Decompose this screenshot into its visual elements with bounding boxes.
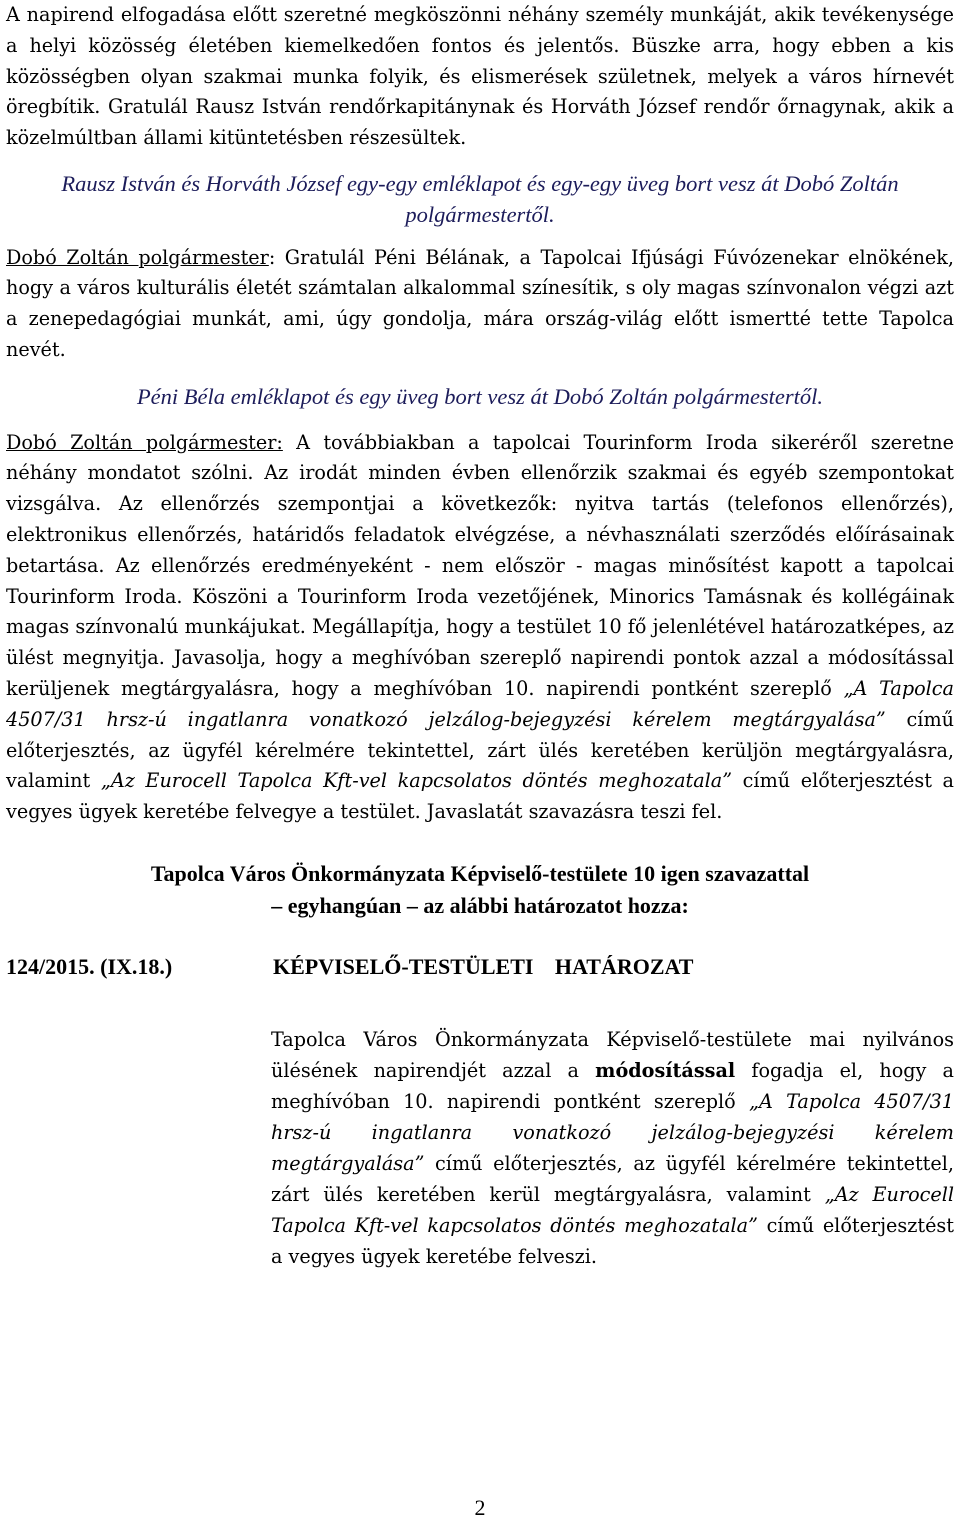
speaker-name: Dobó Zoltán polgármester	[6, 245, 269, 269]
resolution-text-part: című előterjesztés, az ügyfél kérelmére tekintettel, zárt ülés keretében kerül megtárgyalásra, valamint	[271, 1151, 954, 1206]
agenda-item-title: „Az Eurocell Tapolca Kft-vel kapcsolatos döntés meghozatala”	[100, 769, 733, 793]
resolution-header	[6, 954, 954, 980]
intro-paragraph	[6, 0, 954, 154]
mayor-paragraph-2	[6, 428, 954, 828]
resolution-emphasis: módosítással	[595, 1058, 736, 1082]
agenda-item-title: „A Tapolca 4507/31 hrsz-ú ingatlanra vonatkozó jelzálog-bejegyzési kérelem megtárgyalása”	[6, 676, 954, 731]
paragraph-text: : Gratulál Péni Bélának, a Tapolcai Ifjúsági Fúvózenekar elnökének, hogy a város kulturális életét számtalan alkalommal színesítik, s oly magas színvonalon végzi azt a zenepedagógiai munkát, ami, úgy gondolja, mára ország-világ előtt ismertté tette Tapolca nevét.	[6, 245, 955, 361]
agenda-item-title: „Az Eurocell Tapolca Kft-vel kapcsolatos döntés meghozatala”	[271, 1182, 955, 1237]
italic-note-peni: Péni Béla emléklapot és egy üveg bort vesz át Dobó Zoltán polgármestertől.	[136, 383, 824, 409]
speaker-name: Dobó Zoltán polgármester:	[6, 430, 283, 454]
intro-text: A napirend elfogadása előtt szeretné megköszönni néhány személy munkáját, akik tevékenysége a helyi közösség életében kiemelkedően fontos és jelentős. Büszke arra, hogy ebben a kis közösségben olyan szakmai munka folyik, és elismerések születnek, melyek a város hírnevét öregbítik. Gratulál Rausz István rendőrkapitánynak és Horváth József rendőr őrnagynak, akik a közelmúltban állami kitüntetésben részesültek.	[6, 3, 954, 150]
resolution-text-part: Tapolca Város Önkormányzata Képviselő-testülete mai nyilvános ülésének napirendjét azzal a	[271, 1027, 954, 1082]
resolution-text-part: című előterjesztést a vegyes ügyek keretébe felveszi.	[271, 1213, 954, 1268]
paragraph-text: című előterjesztést a vegyes ügyek keretébe felvegye a testület. Javaslatát szavazásra teszi fel.	[6, 769, 954, 824]
mayor-paragraph-1	[6, 243, 954, 366]
resolution-text	[271, 1024, 954, 1272]
resolution-title: KÉPVISELŐ-TESTÜLETI HATÁROZAT	[273, 953, 694, 979]
decision-line-2: – egyhangúan – az alábbi határozatot hozza:	[271, 892, 689, 918]
decision-line-1: Tapolca Város Önkormányzata Képviselő-testülete 10 igen szavazattal	[150, 860, 810, 886]
resolution-text-part: fogadja el, hogy a meghívóban 10. napirendi pontként szereplő	[271, 1058, 954, 1113]
italic-note-awards: Rausz István és Horváth József egy-egy emléklapot és egy-egy üveg bort vesz át Dobó Zoltán polgármestertől.	[61, 170, 899, 227]
page-number: 2	[474, 1495, 486, 1520]
paragraph-text: A továbbiakban a tapolcai Tourinform Iroda sikeréről szeretne néhány mondatot szólni. Az irodát minden évben ellenőrzik szakmai és egyéb szempontokat vizsgálva. Az ellenőrzés szempontjai a következők: nyitva tartás (telefonos ellenőrzés), elektronikus ellenőrzés, határidős feladatok elvégzése, a névhasználati szerződés előírásainak betartása. Az ellenőrzés eredményeként - nem először - magas minősítést kapott a tapolcai Tourinform Iroda. Köszöni a Tourinform Iroda vezetőjének, Minorics Tamásnak és kollégáinak magas színvonalú munkájukat. Megállapítja, hogy a testület 10 fő jelenlétével határozatképes, az ülést megnyitja. Javasolja, hogy a meghívóban szereplő napirendi pontok azzal a módosítással kerüljenek megtárgyalásra, hogy a meghívóban 10. napirendi pontként szereplő	[6, 430, 954, 700]
resolution-number: 124/2015. (IX.18.)	[6, 953, 173, 979]
agenda-item-title: „A Tapolca 4507/31 hrsz-ú ingatlanra vonatkozó jelzálog-bejegyzési kérelem megtárgyalása”	[271, 1089, 955, 1175]
paragraph-text: című előterjesztés, az ügyfél kérelmére tekintettel, zárt ülés keretében kerüljön megtárgyalásra, valamint	[6, 707, 954, 793]
